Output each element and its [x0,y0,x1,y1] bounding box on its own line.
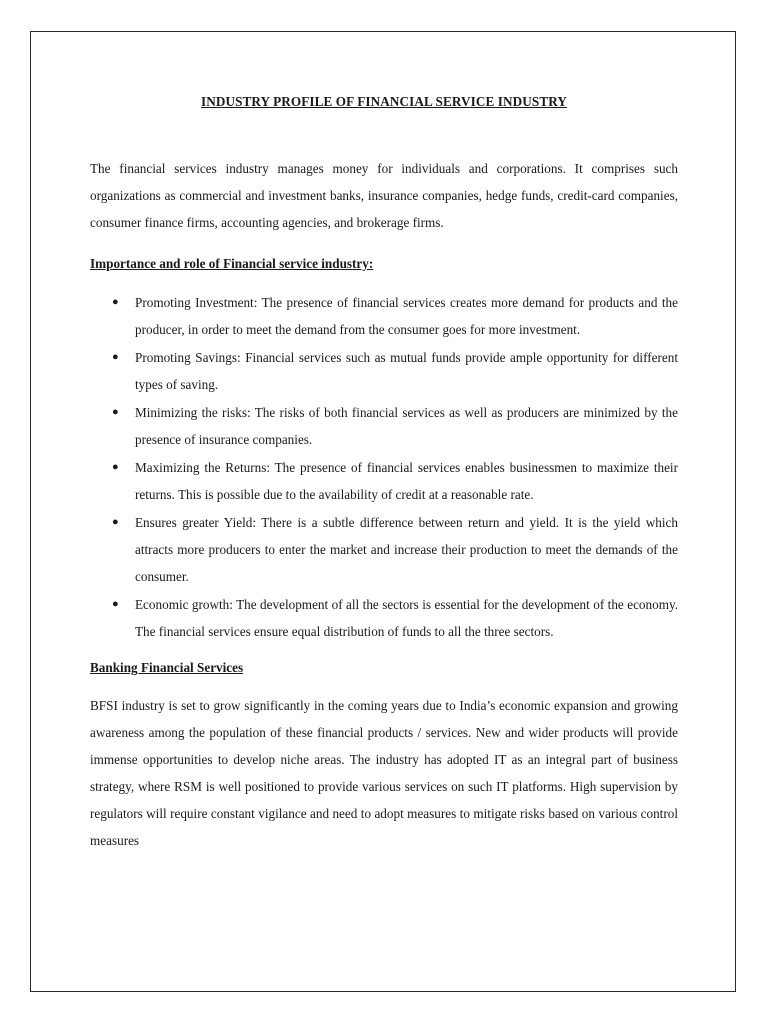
importance-list [90,289,678,645]
list-item-text: Minimizing the risks: The risks of both financial services as well as producers are minimized by the presence of insurance companies. [135,405,678,447]
bullet-icon: ● [112,461,119,473]
list-item [90,454,678,508]
list-item-text: Promoting Savings: Financial services such as mutual funds provide ample opportunity for different types of saving. [135,350,678,392]
list-item-text: Ensures greater Yield: There is a subtle difference between return and yield. It is the yield which attracts more producers to enter the market and increase their production to meet the demands of the consumer. [135,515,678,584]
bullet-icon: ● [112,516,119,528]
bullet-icon: ● [112,351,119,363]
list-item [90,399,678,453]
importance-heading: Importance and role of Financial service industry: [90,256,374,271]
bullet-icon: ● [112,598,119,610]
page-title: INDUSTRY PROFILE OF FINANCIAL SERVICE INDUSTRY [200,94,568,109]
list-item [90,289,678,343]
list-item [90,344,678,398]
banking-heading: Banking Financial Services [90,660,244,675]
intro-paragraph: The financial services industry manages money for individuals and corporations. It comprises such organizations as commercial and investment banks, insurance companies, hedge funds, credit-card companies, consumer finance firms, accounting agencies, and brokerage firms. [90,161,678,230]
list-item-text: Promoting Investment: The presence of financial services creates more demand for products and the producer, in order to meet the demand from the consumer goes for more investment. [135,295,678,337]
list-item [90,509,678,590]
document-body [90,92,678,854]
banking-paragraph: BFSI industry is set to grow significantly in the coming years due to India’s economic expansion and growing awareness among the population of these financial products / services. New and wider products will provide immense opportunities to develop niche areas. The industry has adopted IT as an integral part of business strategy, where RSM is well positioned to provide various services on such IT platforms. High supervision by regulators will require constant vigilance and need to adopt measures to mitigate risks based on various control measures [90,698,678,848]
list-item-text: Economic growth: The development of all the sectors is essential for the development of the economy. The financial services ensure equal distribution of funds to all the three sectors. [135,597,678,639]
bullet-icon: ● [112,406,119,418]
list-item [90,591,678,645]
list-item-text: Maximizing the Returns: The presence of financial services enables businessmen to maximize their returns. This is possible due to the availability of credit at a reasonable rate. [135,460,678,502]
bullet-icon: ● [112,296,119,308]
